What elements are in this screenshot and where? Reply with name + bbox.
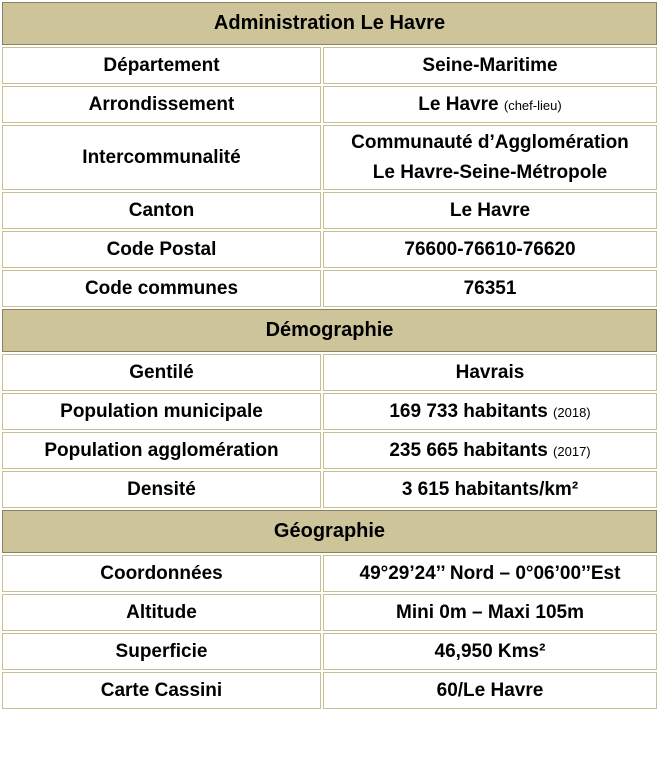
- table-row-arrondissement: [2, 86, 657, 123]
- label-densite: Densité: [2, 471, 321, 508]
- table-row-canton: [2, 192, 657, 229]
- label-coordonnees: Coordonnées: [2, 555, 321, 592]
- value-intercommunalite-line1: Communauté d’Agglomération: [351, 131, 629, 153]
- value-cell-population-agglomeration: [323, 432, 657, 469]
- value-densite: 3 615 habitants/km²: [323, 471, 657, 508]
- section-header-geographie: Géographie: [2, 510, 657, 553]
- note-population-municipale: (2018): [553, 404, 591, 420]
- value-population-agglomeration: 235 665 habitants: [389, 439, 548, 461]
- value-arrondissement: Le Havre: [418, 93, 499, 115]
- table-row-carte-cassini: [2, 672, 657, 709]
- label-intercommunalite: Intercommunalité: [2, 125, 321, 190]
- value-canton: Le Havre: [323, 192, 657, 229]
- section-header-demographie: Démographie: [2, 309, 657, 352]
- section-row-administration: [2, 2, 657, 45]
- section-header-administration: Administration Le Havre: [2, 2, 657, 45]
- value-cell-arrondissement: [323, 86, 657, 123]
- note-arrondissement: (chef-lieu): [503, 97, 562, 113]
- value-cell-intercommunalite: [323, 125, 657, 190]
- label-canton: Canton: [2, 192, 321, 229]
- table-row-intercommunalite: [2, 125, 657, 190]
- table-row-gentile: [2, 354, 657, 391]
- value-intercommunalite-line2: Le Havre-Seine-Métropole: [372, 161, 608, 183]
- label-carte-cassini: Carte Cassini: [2, 672, 321, 709]
- value-population-municipale: 169 733 habitants: [389, 400, 548, 422]
- note-population-agglomeration: (2017): [553, 443, 591, 459]
- label-code-communes: Code communes: [2, 270, 321, 307]
- label-population-agglomeration: Population agglomération: [2, 432, 321, 469]
- value-cell-population-municipale: [323, 393, 657, 430]
- table-row-altitude: [2, 594, 657, 631]
- label-code-postal: Code Postal: [2, 231, 321, 268]
- label-gentile: Gentilé: [2, 354, 321, 391]
- value-carte-cassini: 60/Le Havre: [323, 672, 657, 709]
- table-row-coordonnees: [2, 555, 657, 592]
- section-row-geographie: [2, 510, 657, 553]
- label-population-municipale: Population municipale: [2, 393, 321, 430]
- table-row-population-municipale: [2, 393, 657, 430]
- label-departement: Département: [2, 47, 321, 84]
- table-row-code-communes: [2, 270, 657, 307]
- label-superficie: Superficie: [2, 633, 321, 670]
- value-departement: Seine-Maritime: [323, 47, 657, 84]
- table-row-code-postal: [2, 231, 657, 268]
- value-code-communes: 76351: [323, 270, 657, 307]
- value-superficie: 46,950 Kms²: [323, 633, 657, 670]
- value-coordonnees: 49°29’24’’ Nord – 0°06’00’’Est: [323, 555, 657, 592]
- value-code-postal: 76600-76610-76620: [323, 231, 657, 268]
- label-arrondissement: Arrondissement: [2, 86, 321, 123]
- table-row-departement: [2, 47, 657, 84]
- table-row-population-agglomeration: [2, 432, 657, 469]
- label-altitude: Altitude: [2, 594, 321, 631]
- table-row-densite: [2, 471, 657, 508]
- section-row-demographie: [2, 309, 657, 352]
- table-row-superficie: [2, 633, 657, 670]
- value-altitude: Mini 0m – Maxi 105m: [323, 594, 657, 631]
- value-gentile: Havrais: [323, 354, 657, 391]
